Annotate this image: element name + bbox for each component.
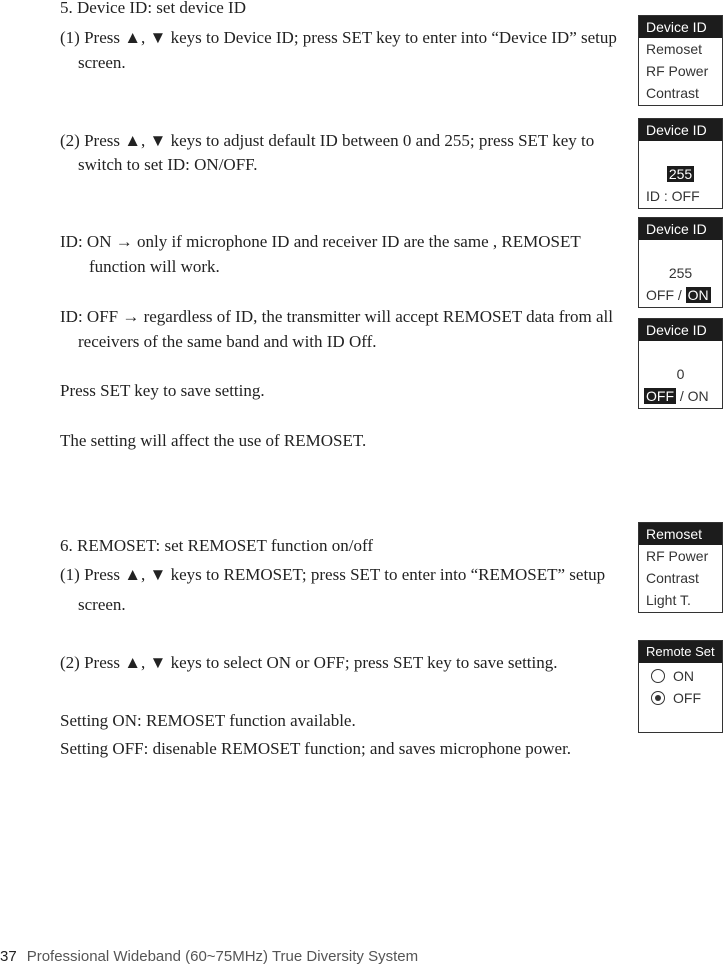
section6-heading: 6. REMOSET: set REMOSET function on/off xyxy=(60,536,374,555)
off-option-selected: OFF xyxy=(646,388,674,404)
on-option-selected: ON xyxy=(687,287,709,303)
lcd-device-id-off xyxy=(638,318,723,409)
menu-item: Contrast xyxy=(646,570,699,586)
id-status: ID : OFF xyxy=(646,188,700,204)
page-footer xyxy=(0,948,418,965)
radio-empty-icon xyxy=(651,669,665,683)
id-value: 0 xyxy=(676,366,685,382)
section6-step2: (2) Press ▲, ▼ keys to select ON or OFF; press SET key to save setting. xyxy=(60,653,558,672)
on-option: ON xyxy=(673,668,694,684)
id-off-desc-cont: receivers of the same band and with ID Off. xyxy=(78,332,377,351)
menu-item: Contrast xyxy=(646,85,699,101)
id-value: 255 xyxy=(668,265,693,281)
section5-step2: (2) Press ▲, ▼ keys to adjust default ID between 0 and 255; press SET key to xyxy=(60,131,595,150)
off-option: OFF / xyxy=(646,287,682,303)
lcd-menu-device-id xyxy=(638,15,723,106)
id-on-desc-cont: function will work. xyxy=(89,257,220,276)
off-option: OFF xyxy=(673,690,701,706)
radio-selected-icon xyxy=(651,691,665,705)
setting-on-desc: Setting ON: REMOSET function available. xyxy=(60,711,356,730)
section5-step2-cont: switch to set ID: ON/OFF. xyxy=(78,155,258,174)
lcd-device-id-value xyxy=(638,118,723,209)
footer-title: Professional Wideband (60~75MHz) True Diversity System xyxy=(26,948,419,965)
setting-off-desc: Setting OFF: disenable REMOSET function; and saves microphone power. xyxy=(60,739,572,758)
section5-heading: 5. Device ID: set device ID xyxy=(60,0,246,17)
on-option: / ON xyxy=(679,388,709,404)
remoset-affect-note: The setting will affect the use of REMOSET. xyxy=(60,431,367,450)
lcd-remote-set xyxy=(638,640,723,733)
menu-item-selected: Remoset xyxy=(639,523,722,545)
menu-item-selected: Device ID xyxy=(639,16,722,38)
id-off-desc: ID: OFF → regardless of ID, the transmitter will accept REMOSET data from all xyxy=(60,307,614,326)
screen-title: Remote Set xyxy=(639,641,722,663)
menu-item: Remoset xyxy=(646,41,703,57)
screen-title: Device ID xyxy=(639,218,722,240)
screen-title: Device ID xyxy=(639,119,722,141)
id-value-highlight: 255 xyxy=(668,166,693,182)
page-number: 37 xyxy=(0,948,17,965)
id-on-desc: ID: ON → only if microphone ID and receiver ID are the same , REMOSET xyxy=(60,232,581,251)
section5-step1: (1) Press ▲, ▼ keys to Device ID; press SET key to enter into “Device ID” setup xyxy=(60,28,617,47)
lcd-menu-remoset xyxy=(638,522,723,613)
menu-item: RF Power xyxy=(646,63,709,79)
menu-item: Light T. xyxy=(646,592,691,608)
screen-title: Device ID xyxy=(639,319,722,341)
section6-step1: (1) Press ▲, ▼ keys to REMOSET; press SET to enter into “REMOSET” setup xyxy=(60,565,606,584)
section5-step1-cont: screen. xyxy=(78,53,126,72)
menu-item: RF Power xyxy=(646,548,709,564)
section6-step1-cont: screen. xyxy=(78,595,126,614)
lcd-device-id-on xyxy=(638,217,723,308)
press-set-note: Press SET key to save setting. xyxy=(60,381,265,400)
